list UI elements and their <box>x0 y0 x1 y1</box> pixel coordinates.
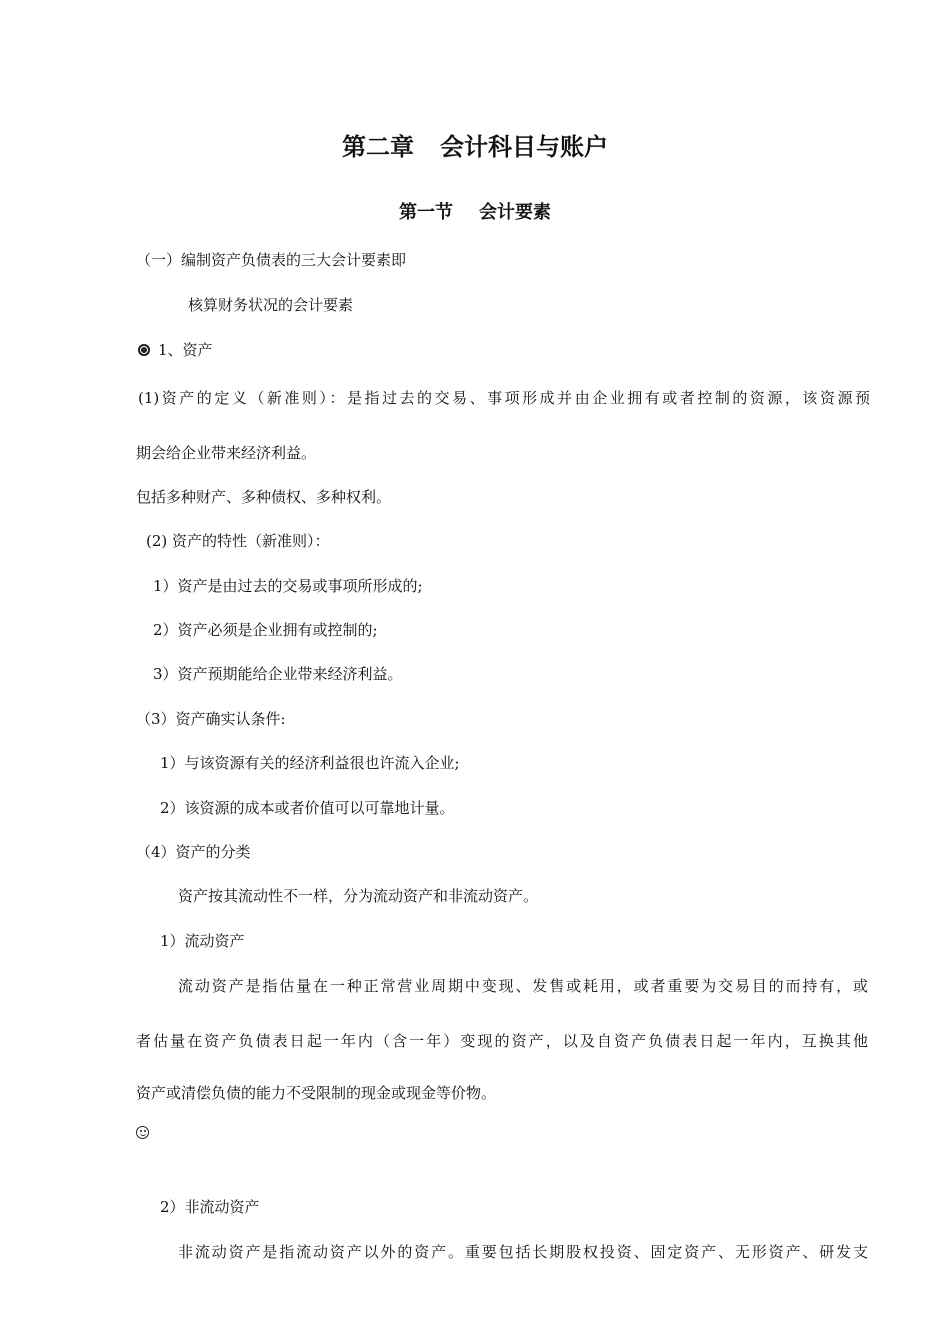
current-assets-line-1: 流动资产是指估量在一种正常营业周期中变现、发售或耗用，或者重要为交易目的而持有，或 <box>178 977 868 995</box>
current-assets-line-3: 资产或清偿负债的能力不受限制的现金或现金等价物。 <box>136 1084 497 1102</box>
asset-definition-line-1: (1)资产的定义（新准则）：是指过去的交易、事项形成并由企业拥有或者控制的资源，该资源预 <box>138 389 870 407</box>
current-assets-line-2: 者估量在资产负债表日起一年内（含一年）变现的资产，以及自资产负债表日起一年内，互换其他 <box>136 1032 868 1050</box>
section-name: 会计要素 <box>479 202 551 223</box>
classification-text: 资产按其流动性不一样，分为流动资产和非流动资产。 <box>178 887 539 905</box>
smiley-icon <box>136 1126 149 1139</box>
noncurrent-assets-heading: 2）非流动资产 <box>160 1198 260 1216</box>
heading-one: （一）编制资产负债表的三大会计要素即 <box>136 251 407 269</box>
section-title <box>0 201 950 225</box>
assets-heading-text: 1、资产 <box>158 341 213 359</box>
characteristic-3: 3）资产预期能给企业带来经济利益。 <box>153 665 403 683</box>
recognition-1: 1）与该资源有关的经济利益很也许流入企业; <box>160 754 460 772</box>
chapter-title <box>0 132 950 162</box>
flower-bullet-icon <box>138 344 150 356</box>
asset-definition-line-2: 期会给企业带来经济利益。 <box>136 444 317 462</box>
chapter-number: 第二章 <box>342 133 414 161</box>
current-assets-heading: 1）流动资产 <box>160 932 245 950</box>
subheading-financial-position: 核算财务状况的会计要素 <box>188 296 354 314</box>
characteristic-2: 2）资产必须是企业拥有或控制的; <box>153 621 378 639</box>
assets-heading <box>138 340 213 360</box>
characteristic-1: 1）资产是由过去的交易或事项所形成的; <box>153 577 423 595</box>
noncurrent-assets-line-1: 非流动资产是指流动资产以外的资产。重要包括长期股权投资、固定资产、无形资产、研发支 <box>178 1243 868 1261</box>
asset-includes: 包括多种财产、多种债权、多种权利。 <box>136 488 392 506</box>
chapter-name: 会计科目与账户 <box>440 133 608 161</box>
asset-characteristics-heading: (2) 资产的特性（新准则）： <box>146 532 330 550</box>
classification-heading: （4）资产的分类 <box>136 843 251 861</box>
recognition-2: 2）该资源的成本或者价值可以可靠地计量。 <box>160 799 455 817</box>
section-number: 第一节 <box>399 202 453 223</box>
recognition-heading: （3）资产确实认条件: <box>136 710 286 728</box>
